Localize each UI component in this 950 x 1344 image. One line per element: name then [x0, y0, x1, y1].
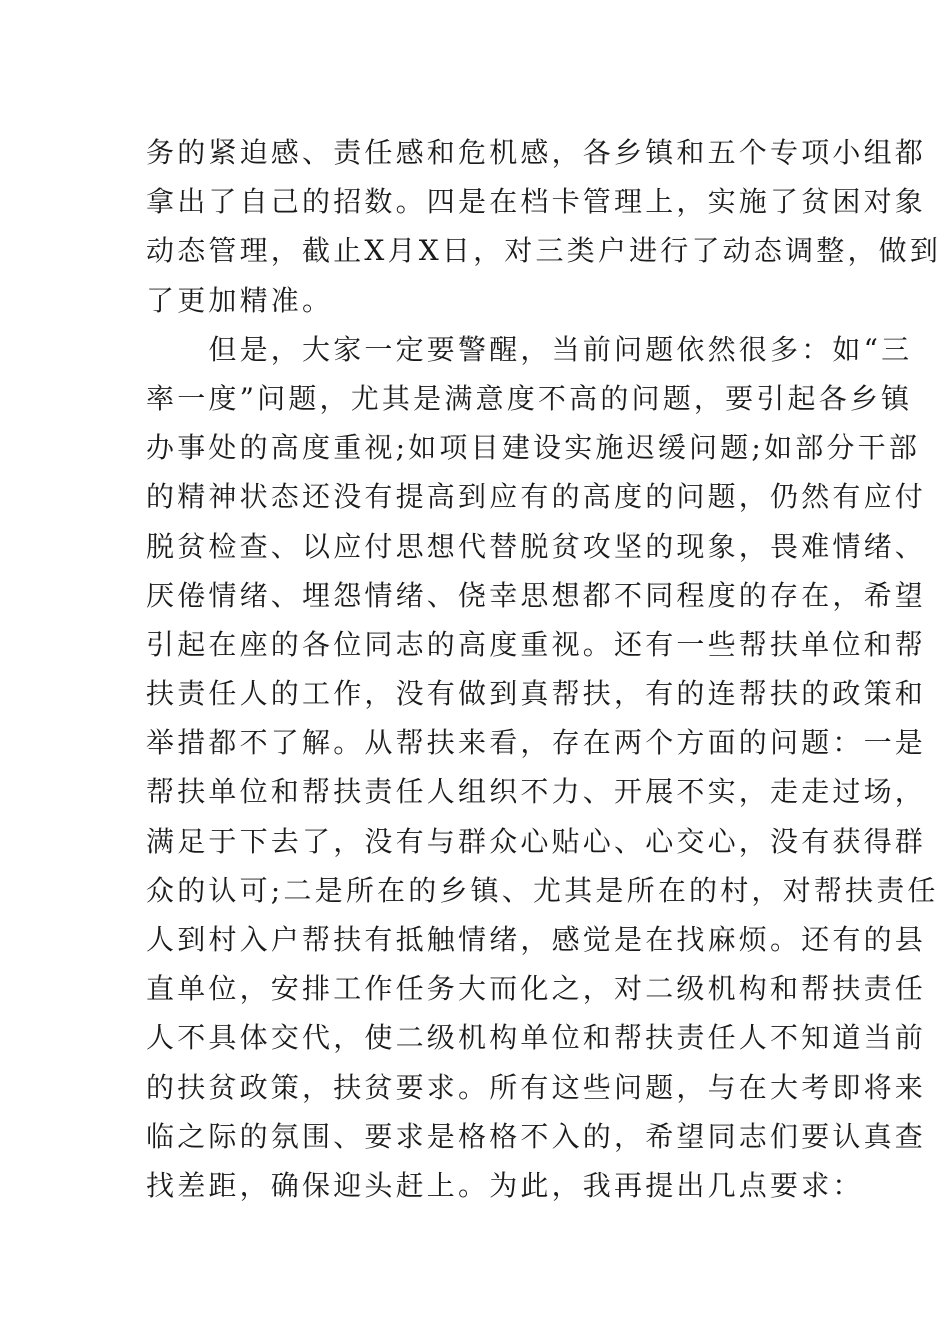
paragraph-2-line: 率一度”问题，尤其是满意度不高的问题，要引起各乡镇 — [146, 381, 913, 415]
paragraph-1-line: 了更加精准。 — [146, 283, 334, 317]
paragraph-1 — [146, 128, 942, 325]
paragraph-2-line: 扶责任人的工作，没有做到真帮扶，有的连帮扶的政策和 — [146, 677, 927, 711]
paragraph-2-line: 的扶贫政策，扶贫要求。所有这些问题，与在大考即将来 — [146, 1070, 927, 1104]
paragraph-2-line: 办事处的高度重视;如项目建设实施迟缓问题;如部分干部 — [146, 431, 921, 465]
paragraph-2-line: 众的认可;二是所在的乡镇、尤其是所在的村，对帮扶责任 — [146, 873, 939, 907]
paragraph-2-line: 引起在座的各位同志的高度重视。还有一些帮扶单位和帮 — [146, 627, 927, 661]
paragraph-2-line: 直单位，安排工作任务大而化之，对二级机构和帮扶责任 — [146, 972, 927, 1006]
paragraph-2-line: 厌倦情绪、埋怨情绪、侥幸思想都不同程度的存在，希望 — [146, 578, 927, 612]
paragraph-2-line: 找差距，确保迎头赶上。为此，我再提出几点要求： — [146, 1168, 864, 1202]
paragraph-2-line: 举措都不了解。从帮扶来看，存在两个方面的问题：一是 — [146, 726, 927, 760]
paragraph-1-line: 动态管理，截止X月X日，对三类户进行了动态调整，做到 — [146, 234, 942, 268]
paragraph-2 — [146, 325, 939, 1210]
paragraph-2-line: 脱贫检查、以应付思想代替脱贫攻坚的现象，畏难情绪、 — [146, 529, 927, 563]
paragraph-2-line: 帮扶单位和帮扶责任人组织不力、开展不实，走走过场， — [146, 775, 927, 809]
paragraph-2-line: 人不具体交代，使二级机构单位和帮扶责任人不知道当前 — [146, 1021, 927, 1055]
paragraph-2-line: 的精神状态还没有提高到应有的高度的问题，仍然有应付 — [146, 480, 927, 514]
paragraph-1-line: 务的紧迫感、责任感和危机感，各乡镇和五个专项小组都 — [146, 136, 927, 169]
paragraph-2-line: 但是，大家一定要警醒，当前问题依然很多：如“三 — [146, 332, 913, 366]
document-body — [146, 128, 942, 1210]
paragraph-2-line: 人到村入户帮扶有抵触情绪，感觉是在找麻烦。还有的县 — [146, 923, 927, 956]
paragraph-1-line: 拿出了自己的招数。四是在档卡管理上，实施了贫困对象 — [146, 185, 927, 219]
paragraph-2-line: 临之际的氛围、要求是格格不入的，希望同志们要认真查 — [146, 1119, 927, 1153]
paragraph-2-line: 满足于下去了，没有与群众心贴心、心交心，没有获得群 — [146, 824, 927, 858]
